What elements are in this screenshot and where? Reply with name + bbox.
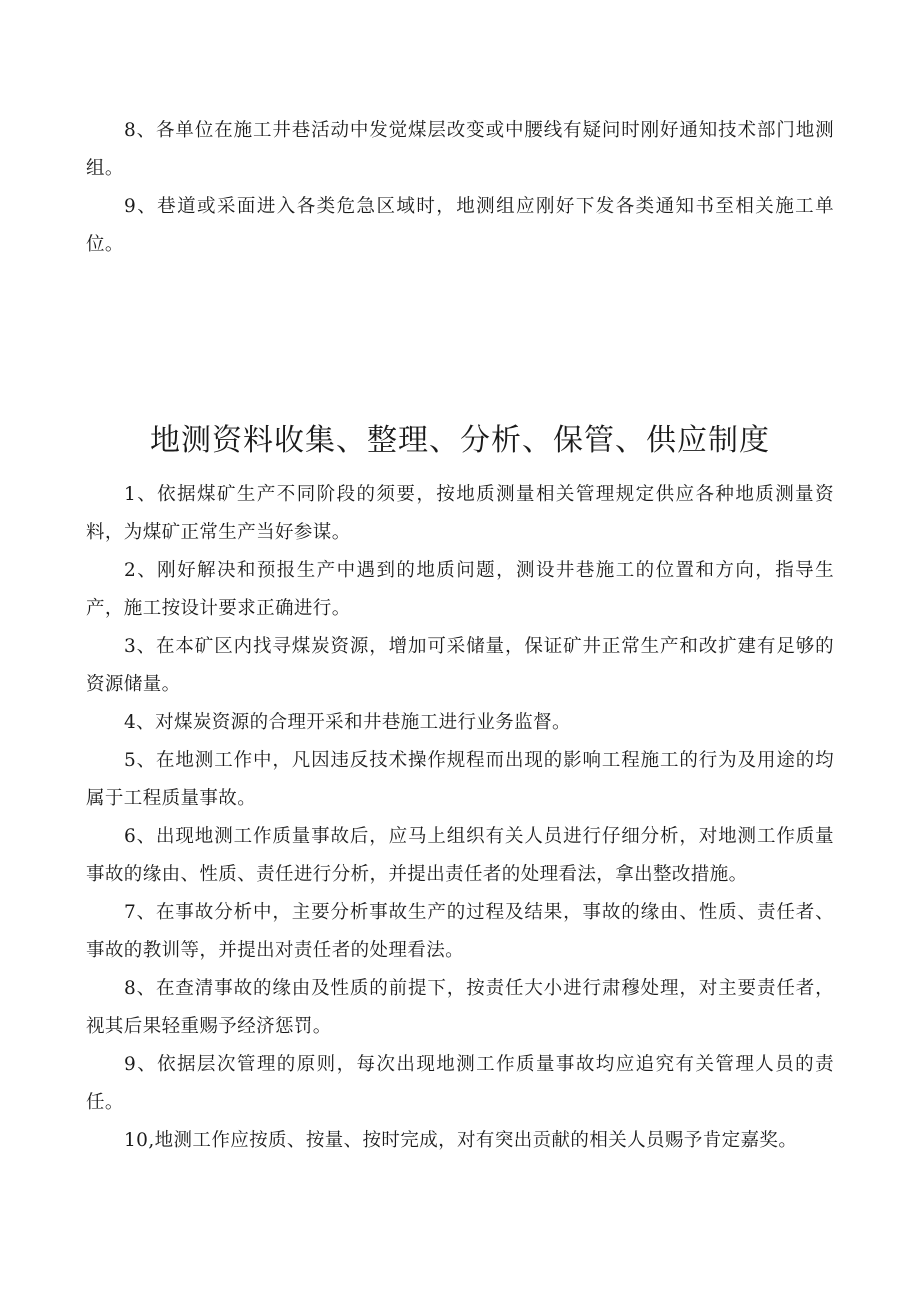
main-paragraph-6: 6、出现地测工作质量事故后，应马上组织有关人员进行仔细分析，对地测工作质量事故的缘由、性质、责任进行分析，并提出责任者的处理看法，拿出整改措施。: [86, 826, 834, 885]
main-paragraph-2: 2、刚好解决和预报生产中遇到的地质问题，测设井巷施工的位置和方向，指导生产，施工按设计要求正确进行。: [86, 560, 834, 619]
main-paragraph-9: 9、依据层次管理的原则，每次出现地测工作质量事故均应追究有关管理人员的责任。: [86, 1054, 834, 1113]
main-paragraph-5: 5、在地测工作中，凡因违反技术操作规程而出现的影响工程施工的行为及用途的均属于工程质量事故。: [86, 750, 834, 809]
main-paragraph-8: 8、在查清事故的缘由及性质的前提下，按责任大小进行肃穆处理，对主要责任者，视其后果轻重赐予经济惩罚。: [86, 978, 834, 1037]
main-paragraph-7: 7、在事故分析中，主要分析事故生产的过程及结果，事故的缘由、性质、责任者、事故的教训等，并提出对责任者的处理看法。: [86, 902, 834, 961]
main-paragraph-4: 4、对煤炭资源的合理开采和井巷施工进行业务监督。: [124, 712, 571, 733]
main-paragraph-3: 3、在本矿区内找寻煤炭资源，增加可采储量，保证矿井正常生产和改扩建有足够的资源储量。: [86, 636, 834, 695]
section-title: 地测资料收集、整理、分析、保管、供应制度: [150, 423, 770, 458]
top-paragraph-8: 8、各单位在施工井巷活动中发觉煤层改变或中腰线有疑问时刚好通知技术部门地测组。: [86, 120, 834, 179]
top-paragraph-9: 9、巷道或采面进入各类危急区域时，地测组应刚好下发各类通知书至相关施工单位。: [86, 196, 834, 255]
main-paragraph-10: 10,地测工作应按质、按量、按时完成，对有突出贡献的相关人员赐予肯定嘉奖。: [124, 1130, 798, 1151]
main-paragraph-1: 1、依据煤矿生产不同阶段的须要，按地质测量相关管理规定供应各种地质测量资料，为煤矿正常生产当好参谋。: [86, 484, 834, 543]
